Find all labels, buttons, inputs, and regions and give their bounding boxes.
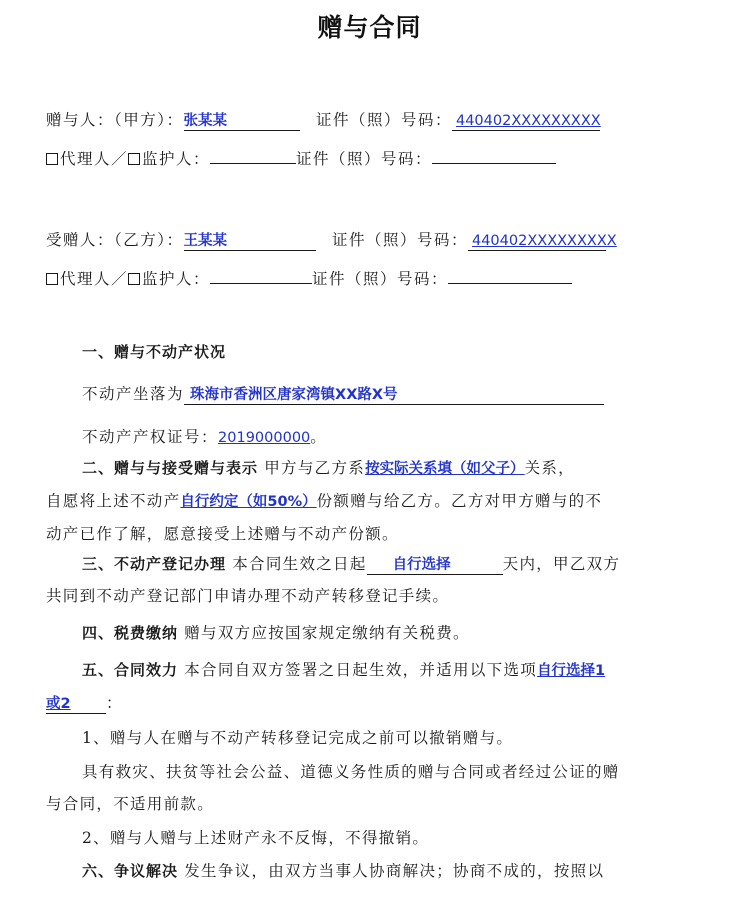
location-field[interactable]: [184, 386, 604, 405]
location-value: 珠海市香洲区唐家湾镇XX路X号: [190, 387, 398, 403]
option-field-b[interactable]: [46, 695, 106, 714]
section4-heading: 四、税费缴纳: [82, 624, 179, 642]
section5-line1: [46, 654, 686, 687]
donor-agent-line: [46, 147, 556, 169]
donee-name: 王某某: [183, 233, 228, 249]
section2-text1: 甲方与乙方系: [264, 459, 366, 477]
section5-colon: ：: [106, 694, 123, 712]
section5-heading: 五、合同效力: [82, 661, 179, 679]
section3-heading: 三、不动产登记办理: [82, 555, 227, 573]
section5-text1: 本合同自双方签署之日起生效，并适用以下选项: [184, 661, 538, 679]
section6-text: 发生争议，由双方当事人协商解决；协商不成的，按照以: [184, 862, 605, 880]
donor-guardian-checkbox[interactable]: [128, 153, 140, 165]
section2-text4: 份额赠与给乙方。乙方对甲方赠与的不: [316, 492, 603, 510]
section3-paragraph: [46, 548, 686, 612]
section2-heading: 二、赠与与接受赠与表示: [82, 459, 259, 477]
section2-line1: [46, 452, 686, 485]
donor-name: 张某某: [183, 113, 228, 129]
donor-line: [46, 108, 600, 131]
section6-line: [82, 859, 604, 881]
donee-id-label: 证件（照）号码：: [331, 231, 468, 249]
section4-text: 赠与双方应按国家规定缴纳有关税费。: [184, 624, 470, 642]
donee-label: 受赠人：（乙方）：: [46, 231, 184, 249]
donee-agent-checkbox[interactable]: [46, 273, 58, 285]
cert-end: 。: [310, 428, 328, 446]
donee-agent-id-label: 证件（照）号码：: [312, 270, 449, 288]
donor-id-value: 440402XXXXXXXXX: [455, 113, 601, 129]
option-value-b: 或2: [46, 696, 71, 712]
section3-text2: 天内，甲乙双方: [502, 555, 621, 573]
donor-guardian-label: 监护人：: [142, 150, 211, 168]
location-line: [82, 382, 604, 405]
donee-agent-name-field[interactable]: [210, 283, 312, 284]
donee-agent-line: [46, 267, 572, 289]
section6-heading: 六、争议解决: [82, 862, 179, 880]
donee-name-field[interactable]: [184, 232, 316, 251]
donee-line: [46, 228, 617, 251]
section4-line: [82, 621, 470, 643]
section5-paragraph: [46, 654, 686, 719]
section1-heading: 一、赠与不动产状况: [82, 343, 227, 361]
donor-agent-id-label: 证件（照）号码：: [296, 150, 433, 168]
cert-label: 不动产产权证号：: [82, 428, 219, 446]
share-field[interactable]: 自行约定（如50%）: [180, 494, 317, 510]
donee-guardian-checkbox[interactable]: [128, 273, 140, 285]
section5-note: [46, 756, 686, 820]
donor-id-field[interactable]: [452, 112, 600, 131]
section3-line2: 共同到不动产登记部门申请办理不动产转移登记手续。: [46, 587, 450, 605]
section3-line1: [46, 548, 686, 580]
donor-agent-label: 代理人／: [60, 150, 129, 168]
donor-id-label: 证件（照）号码：: [315, 111, 452, 129]
days-value: 自行选择: [392, 557, 451, 573]
option-field-a[interactable]: 自行选择1: [537, 663, 606, 679]
page-title: 赠与合同: [317, 13, 422, 42]
donee-agent-id-field[interactable]: [448, 283, 572, 284]
donee-id-value: 440402XXXXXXXXX: [471, 233, 617, 249]
location-label: 不动产坐落为: [82, 385, 185, 403]
section2-text2: 关系，: [524, 459, 575, 477]
section2-text3: 自愿将上述不动产: [46, 492, 181, 510]
donor-agent-name-field[interactable]: [210, 163, 296, 164]
section5-note-line2: 与合同，不适用前款。: [46, 795, 215, 813]
section5-line2: [46, 687, 686, 719]
donor-label: 赠与人：（甲方）：: [46, 111, 184, 129]
section5-item2: 2、赠与人赠与上述财产永不反悔，不得撤销。: [82, 829, 430, 847]
section5-note-line1: 具有救灾、扶贫等社会公益、道德义务性质的赠与合同或者经过公证的赠: [82, 763, 620, 781]
cert-value[interactable]: 2019000000: [218, 430, 311, 446]
section3-text1: 本合同生效之日起: [232, 555, 367, 573]
section2-paragraph: [46, 452, 686, 550]
section2-line3: 动产已作了解，愿意接受上述赠与不动产份额。: [46, 525, 399, 543]
section5-item1: 1、赠与人在赠与不动产转移登记完成之前可以撤销赠与。: [82, 729, 514, 747]
cert-line: [82, 425, 327, 447]
donor-name-field[interactable]: [184, 112, 300, 131]
donee-guardian-label: 监护人：: [142, 270, 211, 288]
donor-agent-id-field[interactable]: [432, 163, 556, 164]
days-field[interactable]: [367, 556, 503, 575]
donee-agent-label: 代理人／: [60, 270, 129, 288]
relation-field[interactable]: 按实际关系填（如父子）: [365, 461, 525, 477]
section2-line2: [46, 485, 686, 518]
donee-id-field[interactable]: [468, 232, 617, 251]
donor-agent-checkbox[interactable]: [46, 153, 58, 165]
